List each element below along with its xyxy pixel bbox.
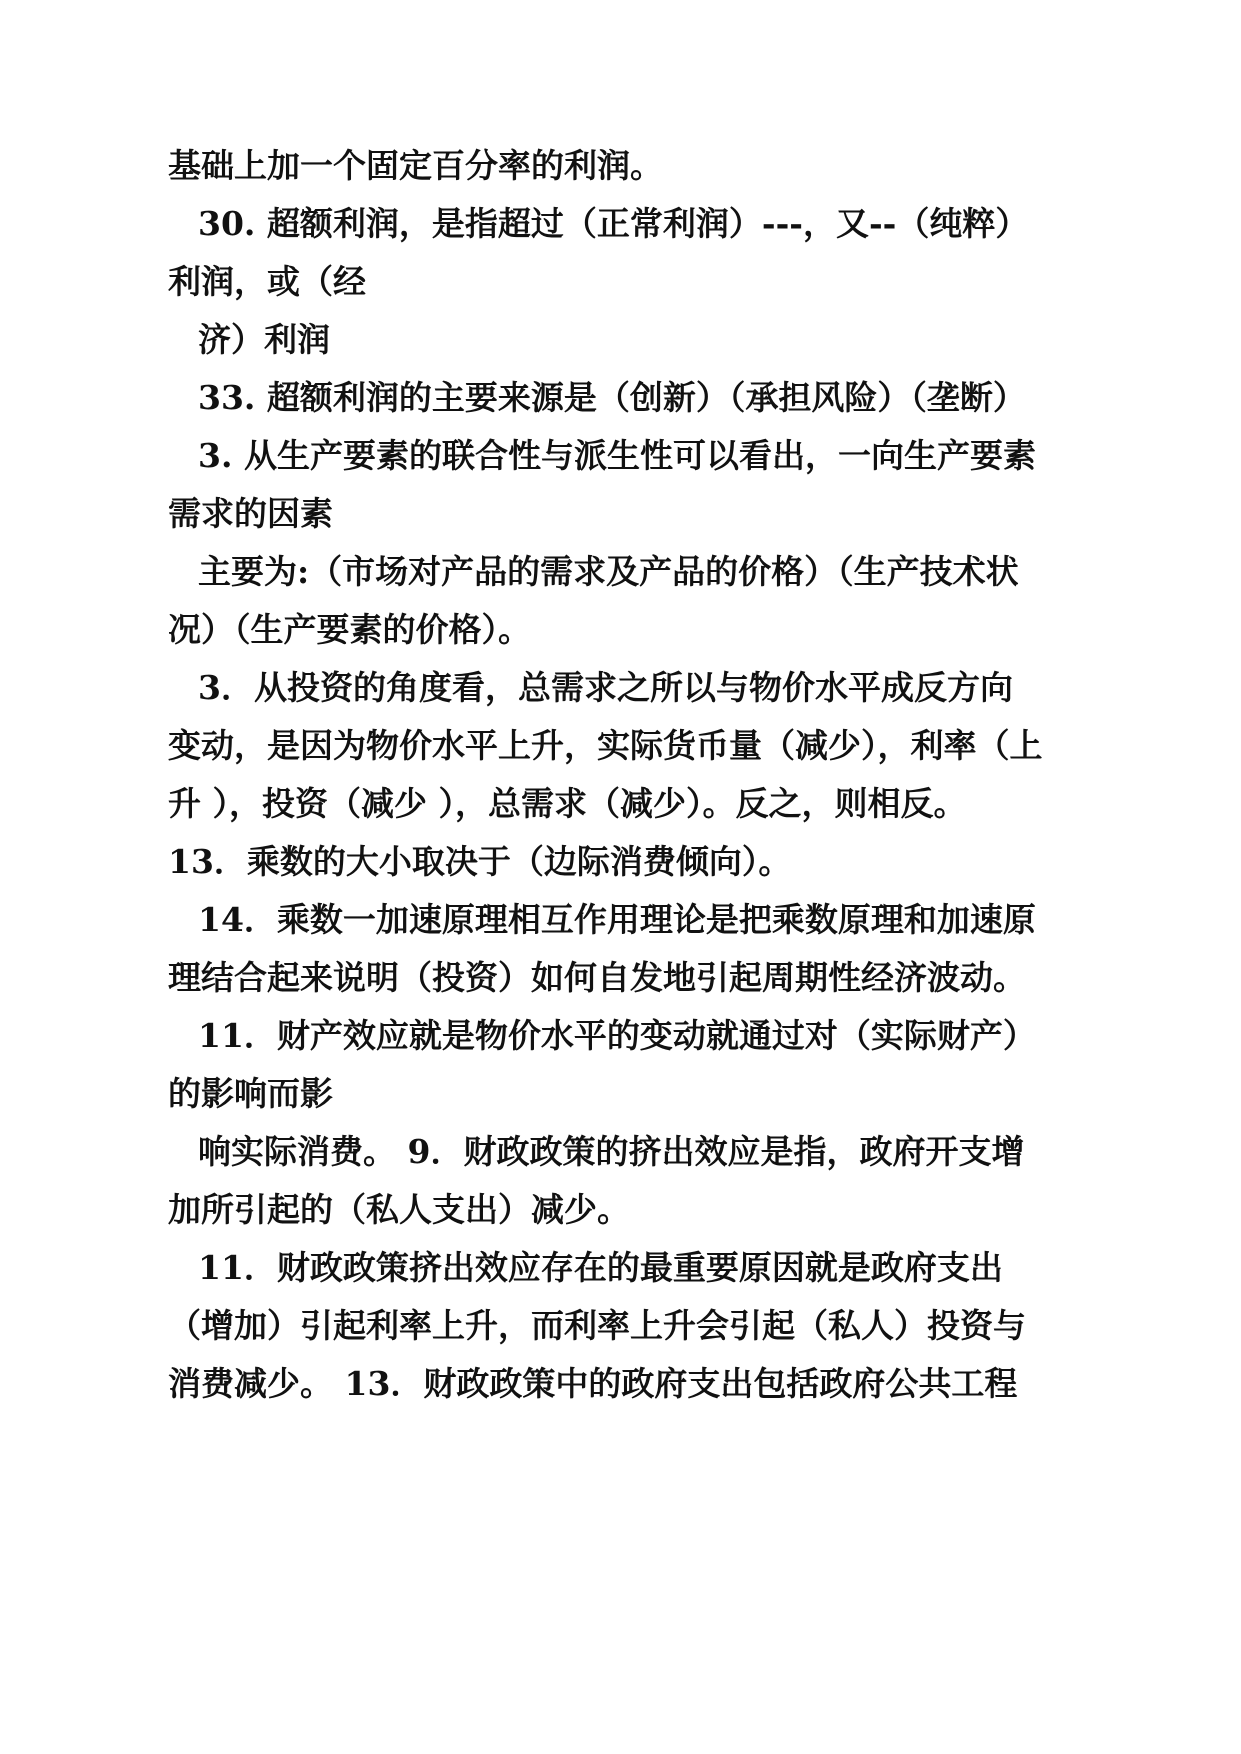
text-line: 况）（生产要素的价格）。 xyxy=(168,610,531,649)
text-line: （增加）引起利率上升，而利率上升会引起（私人）投资与 xyxy=(168,1306,1026,1345)
text-line: 3. 从生产要素的联合性与派生性可以看出，一向生产要素 xyxy=(198,436,1036,475)
text-line: 需求的因素 xyxy=(168,494,333,533)
text-line: 利润，或（经 xyxy=(168,262,366,301)
text-line: 30. 超额利润，是指超过（正常利润）---，又--（纯粹） xyxy=(198,204,1029,243)
text-line: 11．财产效应就是物价水平的变动就通过对（实际财产） xyxy=(198,1016,1036,1055)
text-line: 理结合起来说明（投资）如何自发地引起周期性经济波动。 xyxy=(168,958,1026,997)
text-line: 基础上加一个固定百分率的利润。 xyxy=(168,146,663,185)
text-line: 3．从投资的角度看，总需求之所以与物价水平成反方向 xyxy=(198,668,1013,707)
text-line: 14．乘数一加速原理相互作用理论是把乘数原理和加速原 xyxy=(198,900,1036,939)
text-line: 的影响而影 xyxy=(168,1074,333,1113)
text-line: 11．财政政策挤出效应存在的最重要原因就是政府支出 xyxy=(198,1248,1003,1287)
text-line: 主要为:（市场对产品的需求及产品的价格）（生产技术状 xyxy=(198,552,1019,591)
text-line: 加所引起的（私人支出）减少。 xyxy=(168,1190,630,1229)
text-line: 消费减少。 13．财政政策中的政府支出包括政府公共工程 xyxy=(168,1364,1018,1403)
text-line: 升 ），投资（减少 ），总需求（减少）。反之，则相反。 xyxy=(168,784,967,823)
text-line: 13．乘数的大小取决于（边际消费倾向）。 xyxy=(168,842,792,881)
text-line: 变动，是因为物价水平上升，实际货币量（减少），利率（上 xyxy=(168,726,1043,765)
text-line: 33. 超额利润的主要来源是（创新）（承担风险）（垄断） xyxy=(198,378,1026,417)
text-line: 济）利润 xyxy=(198,320,330,359)
text-line: 响实际消费。 9．财政政策的挤出效应是指，政府开支增 xyxy=(198,1132,1025,1171)
